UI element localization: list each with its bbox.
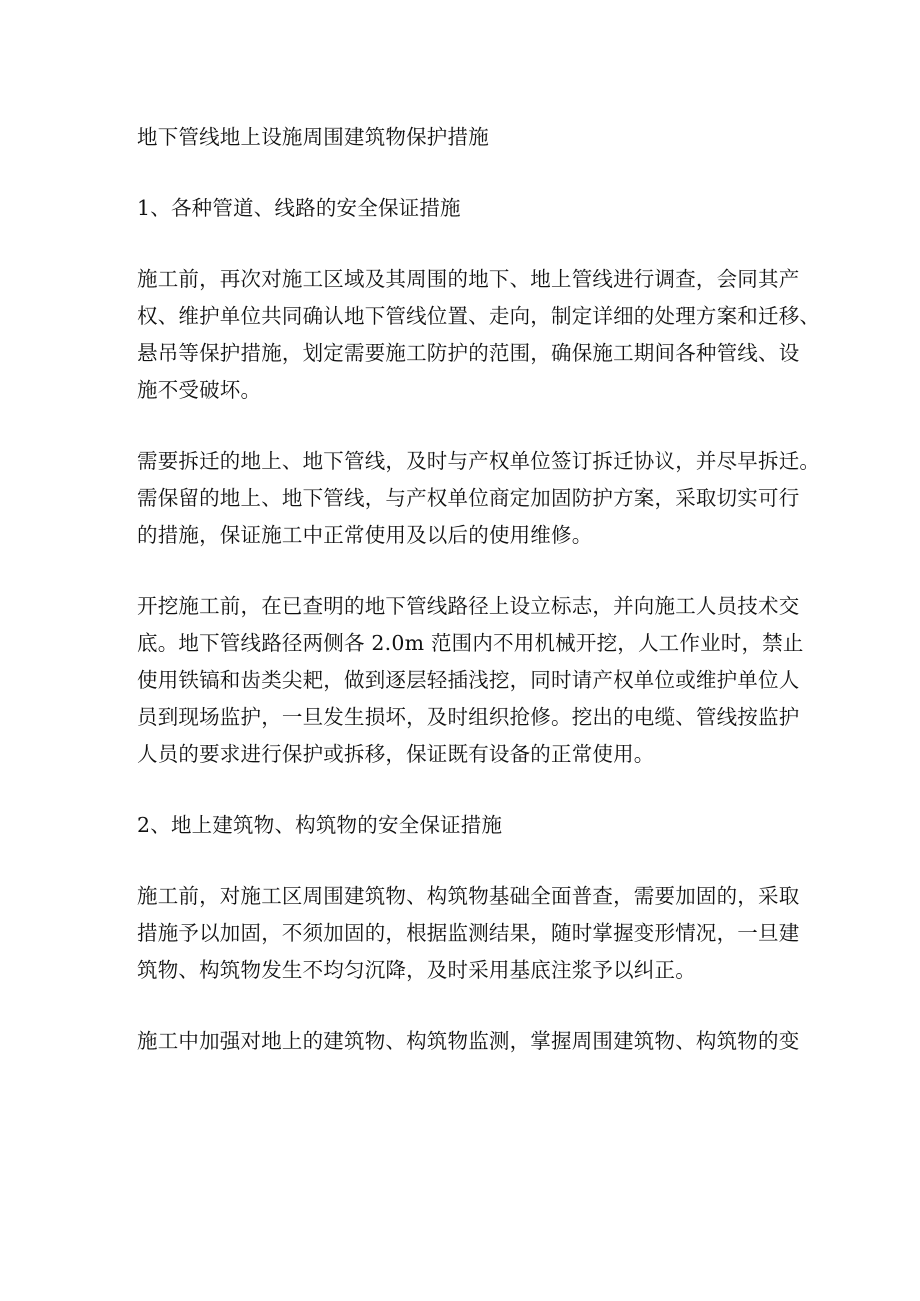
paragraph-line: 筑物、构筑物发生不均匀沉降，及时采用基底注浆予以纠正。 (137, 958, 696, 982)
paragraph-line: 施不受破坏。 (137, 378, 262, 402)
paragraph-line: 使用铁镐和齿类尖耙，做到逐层轻插浅挖，同时请产权单位或维护单位人 (137, 668, 800, 692)
section-1-heading (137, 190, 785, 227)
section-2-paragraph-1 (137, 878, 800, 989)
paragraph-line: 需保留的地上、地下管线，与产权单位商定加固防护方案，采取切实可行 (137, 486, 800, 510)
paragraph-line: 底。地下管线路径两侧各 2.0m 范围内不用机械开挖，人工作业时，禁止 (137, 631, 804, 655)
heading-line: 2、地上建筑物、构筑物的安全保证措施 (137, 813, 503, 837)
section-1-paragraph-1 (137, 261, 821, 409)
paragraph-line: 施工前，再次对施工区域及其周围的地下、地上管线进行调查，会同其产 (137, 267, 800, 291)
paragraph-line: 施工前，对施工区周围建筑物、构筑物基础全面普查，需要加固的，采取 (137, 884, 800, 908)
document-title (137, 119, 785, 156)
heading-line: 1、各种管道、线路的安全保证措施 (137, 196, 461, 220)
paragraph-line: 施工中加强对地上的建筑物、构筑物监测，掌握周围建筑物、构筑物的变 (137, 1029, 800, 1053)
paragraph-line: 需要拆迁的地上、地下管线，及时与产权单位签订拆迁协议，并尽早拆迁。 (137, 449, 821, 473)
paragraph-line: 的措施，保证施工中正常使用及以后的使用维修。 (137, 523, 593, 547)
section-1-paragraph-2 (137, 443, 821, 554)
section-2-paragraph-2 (137, 1023, 800, 1060)
document-body (137, 119, 821, 1094)
paragraph-line: 员到现场监护，一旦发生损坏，及时组织抢修。挖出的电缆、管线按监护 (137, 705, 800, 729)
title-line: 地下管线地上设施周围建筑物保护措施 (137, 125, 489, 149)
section-2-heading (137, 807, 785, 844)
paragraph-line: 开挖施工前，在已查明的地下管线路径上设立标志，并向施工人员技术交 (137, 594, 800, 618)
paragraph-line: 措施予以加固，不须加固的，根据监测结果，随时掌握变形情况，一旦建 (137, 921, 800, 945)
paragraph-line: 悬吊等保护措施，划定需要施工防护的范围，确保施工期间各种管线、设 (137, 341, 800, 365)
paragraph-line: 人员的要求进行保护或拆移，保证既有设备的正常使用。 (137, 742, 655, 766)
paragraph-line: 权、维护单位共同确认地下管线位置、走向，制定详细的处理方案和迁移、 (137, 304, 821, 328)
section-1-paragraph-3 (137, 588, 804, 773)
